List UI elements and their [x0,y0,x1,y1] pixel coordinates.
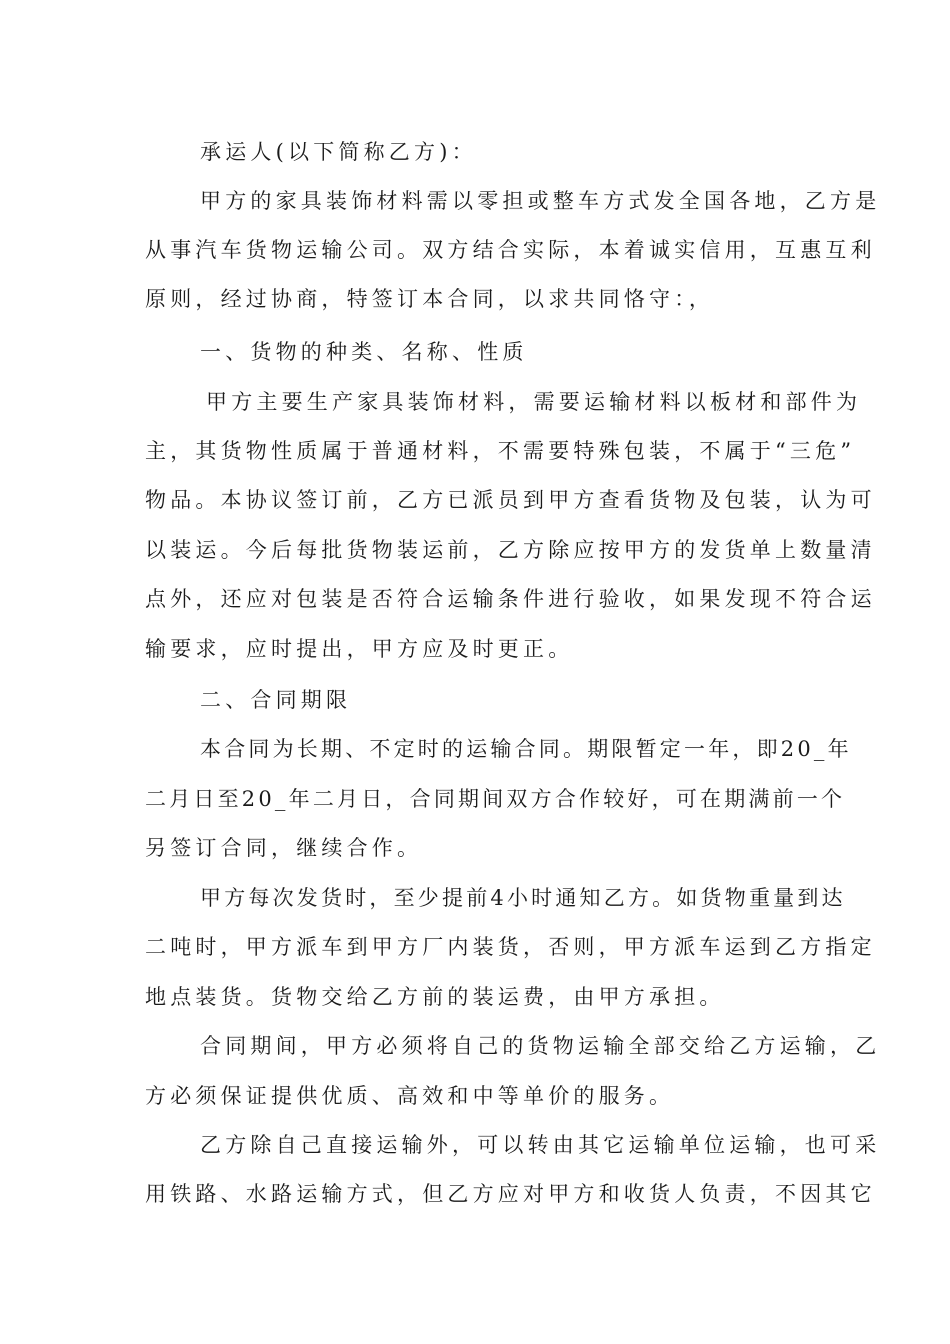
paragraph-line: 方必须保证提供优质、高效和中等单价的服务。 [145,1084,675,1108]
section-heading-2: 二、合同期限 [200,688,352,712]
paragraph-line: 用铁路、水路运输方式，但乙方应对甲方和收货人负责，不因其它 [145,1182,876,1206]
paragraph-line: 物品。本协议签订前，乙方已派员到甲方查看货物及包装，认为可 [145,488,876,512]
paragraph-line: 本合同为长期、不定时的运输合同。期限暂定一年，即20_年 [200,737,852,761]
paragraph-line: 输要求，应时提出，甲方应及时更正。 [145,637,574,661]
section-heading-1: 一、货物的种类、名称、性质 [200,340,528,364]
paragraph-line: 二月日至20_年二月日，合同期间双方合作较好，可在期满前一个 [145,787,846,811]
paragraph-line: 甲方主要生产家具装饰材料，需要运输材料以板材和部件为 [206,390,862,414]
paragraph-line: 甲方每次发货时，至少提前4小时通知乙方。如货物重量到达 [200,886,846,910]
paragraph-line: 点外，还应对包装是否符合运输条件进行验收，如果发现不符合运 [145,587,876,611]
paragraph-line: 合同期间，甲方必须将自己的货物运输全部交给乙方运输，乙 [200,1034,881,1058]
paragraph-line: 另签订合同，继续合作。 [145,836,423,860]
paragraph-line: 乙方除自己直接运输外，可以转由其它运输单位运输，也可采 [200,1133,881,1157]
paragraph-line: 主，其货物性质属于普通材料，不需要特殊包装，不属于“三危” [145,439,856,463]
paragraph-line: 以装运。今后每批货物装运前，乙方除应按甲方的发货单上数量清 [145,538,876,562]
paragraph-line: 原则，经过协商，特签订本合同，以求共同恪守：， [145,287,715,311]
paragraph-line: 甲方的家具装饰材料需以零担或整车方式发全国各地，乙方是 [200,189,881,213]
paragraph-line: 从事汽车货物运输公司。双方结合实际，本着诚实信用，互惠互利 [145,238,876,262]
paragraph-line: 地点装货。货物交给乙方前的装运费，由甲方承担。 [145,985,725,1009]
party-b-line: 承运人(以下简称乙方)： [200,140,477,164]
paragraph-line: 二吨时，甲方派车到甲方厂内装货，否则，甲方派车运到乙方指定 [145,935,876,959]
